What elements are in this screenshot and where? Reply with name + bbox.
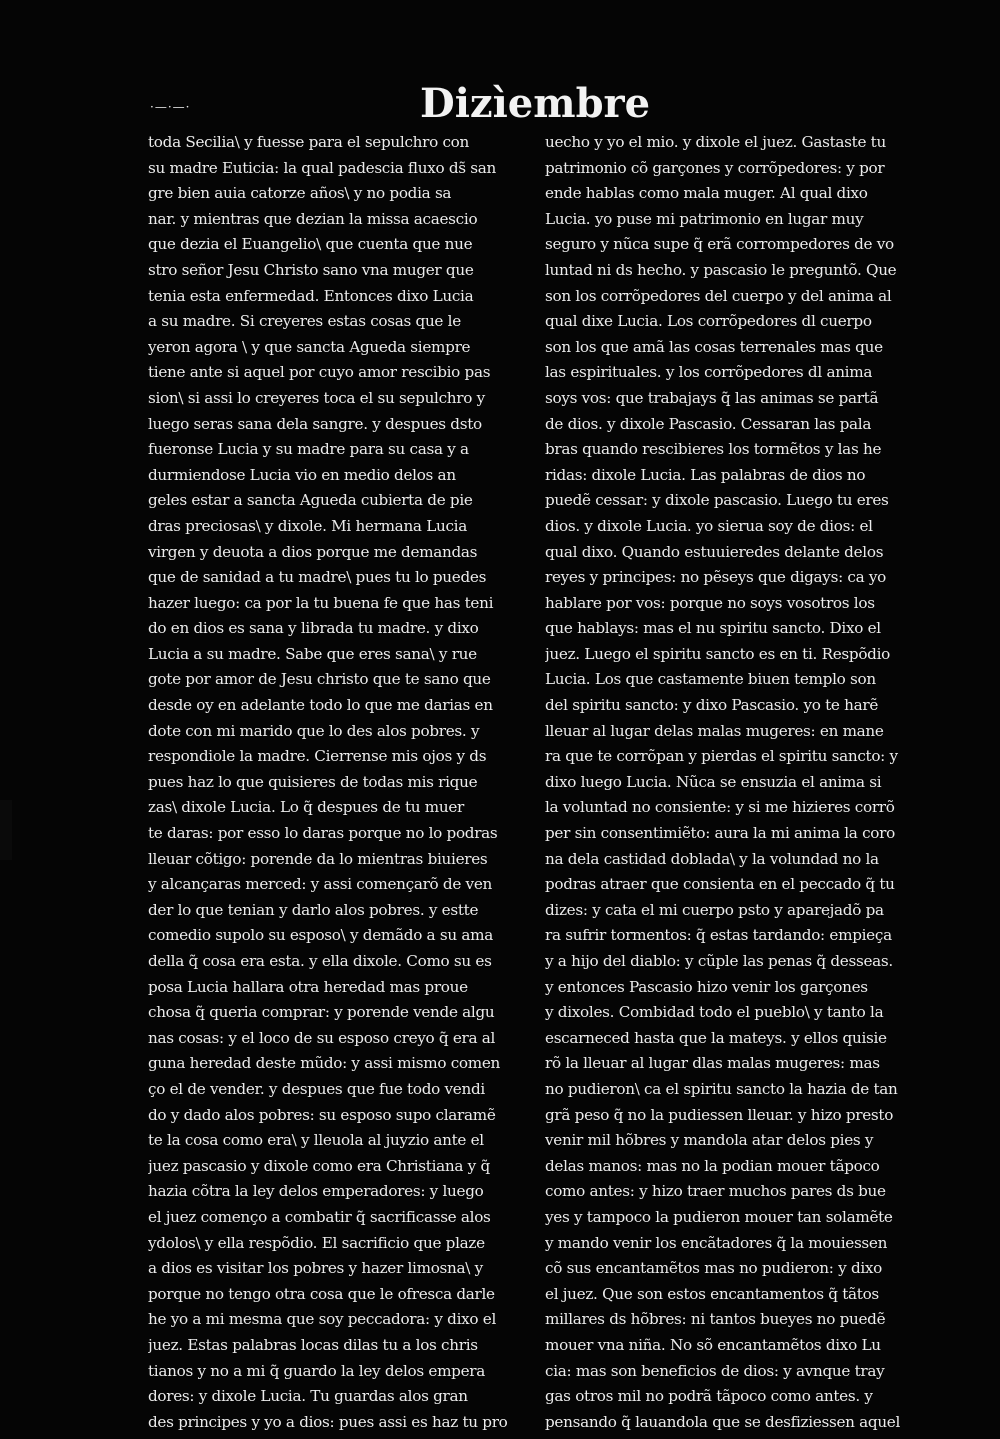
- text-line: venir mil hõbres y mandola atar delos pies y: [545, 1131, 874, 1150]
- text-line: do y dado alos pobres: su esposo supo claramẽ: [148, 1105, 496, 1124]
- text-line: y alcançaras merced: y assi començarõ de ven: [148, 875, 493, 894]
- text-line: geles estar a sancta Agueda cubierta de pie: [148, 491, 473, 510]
- text-line: grã peso q̃ no la pudiessen lleuar. y hizo presto: [545, 1105, 894, 1124]
- text-line: della q̃ cosa era esta. y ella dixole. Como su es: [148, 952, 492, 970]
- text-line: hazia cõtra la ley delos emperadores: y luego: [148, 1182, 484, 1201]
- text-line: que dezia el Euangelio\ que cuenta que nue: [148, 235, 473, 254]
- text-line: uecho y yo el mio. y dixole el juez. Gastaste tu: [545, 133, 886, 151]
- text-line: juez. Estas palabras locas dilas tu a los chris: [148, 1335, 478, 1354]
- text-line: yes y tampoco la pudieron mouer tan solamẽte: [545, 1207, 893, 1226]
- left-text-column: [148, 130, 538, 1435]
- text-line: ra que te corrõpan y pierdas el spiritu sancto: y: [545, 747, 898, 766]
- text-line: durmiendose Lucia vio en medio delos an: [148, 465, 456, 484]
- text-line: las espirituales. y los corrõpedores dl anima: [545, 363, 873, 382]
- header-ornament: ·—·—·: [150, 100, 191, 114]
- text-line: pues haz lo que quisieres de todas mis rique: [148, 772, 478, 791]
- text-line: son los corrõpedores del cuerpo y del anima al: [545, 286, 892, 305]
- text-line: Lucia. yo puse mi patrimonio en lugar muy: [545, 209, 864, 228]
- text-line: virgen y deuota a dios porque me demandas: [148, 542, 478, 561]
- text-line: reyes y principes: no pẽseys que digays: ca yo: [545, 568, 887, 587]
- text-line: delas manos: mas no la podian mouer tãpoco: [545, 1156, 880, 1175]
- text-line: son los que amã las cosas terrenales mas que: [545, 337, 883, 356]
- text-line: lleuar cõtigo: porende da lo mientras biuieres: [148, 849, 488, 868]
- text-line: hazer luego: ca por la tu buena fe que has teni: [148, 593, 494, 612]
- text-line: respondiole la madre. Cierrense mis ojos y ds: [148, 747, 487, 766]
- text-line: nas cosas: y el loco de su esposo creyo q̃ era al: [148, 1028, 496, 1047]
- text-line: escarneced hasta que la mateys. y ellos quisie: [545, 1028, 887, 1047]
- text-line: hablare por vos: porque no soys vosotros los: [545, 593, 875, 612]
- text-line: y a hijo del diablo: y cũple las penas q̃ desseas.: [545, 952, 893, 970]
- text-line: chosa q̃ queria comprar: y porende vende algu: [148, 1003, 495, 1022]
- text-line: na dela castidad doblada\ y la volundad no la: [545, 849, 879, 868]
- text-line: cõ sus encantamẽtos mas no pudieron: y dixo: [545, 1259, 883, 1278]
- text-line: de dios. y dixole Pascasio. Cessaran las pala: [545, 414, 872, 433]
- text-line: per sin consentimiẽto: aura la mi anima la coro: [545, 824, 895, 843]
- text-line: zas\ dixole Lucia. Lo q̃ despues de tu muer: [148, 798, 465, 817]
- text-line: guna heredad deste mũdo: y assi mismo comen: [148, 1054, 501, 1073]
- text-line: patrimonio cõ garçones y corrõpedores: y por: [545, 158, 885, 177]
- text-line: comedio supolo su esposo\ y demãdo a su ama: [148, 926, 493, 945]
- text-line: gas otros mil no podrã tãpoco como antes. y: [545, 1387, 873, 1406]
- text-line: y dixoles. Combidad todo el pueblo\ y tanto la: [545, 1003, 884, 1022]
- text-line: dras preciosas\ y dixole. Mi hermana Lucia: [148, 516, 467, 535]
- text-line: nar. y mientras que dezian la missa acaescio: [148, 209, 478, 228]
- text-line: sion\ si assi lo creyeres toca el su sepulchro y: [148, 388, 485, 407]
- text-line: mouer vna niña. No sõ encantamẽtos dixo Lu: [545, 1335, 881, 1354]
- text-line: te la cosa como era\ y lleuola al juyzio ante el: [148, 1131, 484, 1150]
- text-line: puedẽ cessar: y dixole pascasio. Luego tu eres: [545, 491, 889, 510]
- text-line: dizes: y cata el mi cuerpo psto y aparejadõ pa: [545, 900, 884, 919]
- text-line: dios. y dixole Lucia. yo sierua soy de dios: el: [545, 516, 873, 535]
- text-line: der lo que tenian y darlo alos pobres. y estte: [148, 900, 479, 919]
- text-line: ço el de vender. y despues que fue todo vendi: [148, 1079, 485, 1098]
- text-line: rõ la lleuar al lugar dlas malas mugeres: mas: [545, 1054, 880, 1073]
- text-line: millares ds hõbres: ni tantos bueyes no puedẽ: [545, 1310, 886, 1329]
- text-line: Lucia. Los que castamente biuen templo son: [545, 670, 876, 689]
- text-line: bras quando rescibieres los tormẽtos y las he: [545, 440, 882, 459]
- text-line: do en dios es sana y librada tu madre. y dixo: [148, 619, 479, 638]
- text-line: como antes: y hizo traer muchos pares ds bue: [545, 1182, 886, 1201]
- text-line: pensando q̃ lauandola que se desfiziessen aquel: [545, 1412, 901, 1431]
- text-line: que de sanidad a tu madre\ pues tu lo puedes: [148, 568, 487, 587]
- text-line: luego seras sana dela sangre. y despues dsto: [148, 414, 482, 433]
- text-line: stro señor Jesu Christo sano vna muger que: [148, 260, 474, 279]
- text-line: posa Lucia hallara otra heredad mas proue: [148, 977, 468, 996]
- text-line: no pudieron\ ca el spiritu sancto la hazia de tan: [545, 1079, 898, 1098]
- running-head: Dizìembre: [420, 80, 651, 127]
- text-line: gre bien auia catorze años\ y no podia sa: [148, 184, 452, 203]
- text-line: tianos y no a mi q̃ guardo la ley delos empera: [148, 1361, 485, 1380]
- text-line: ra sufrir tormentos: q̃ estas tardando: empieça: [545, 926, 892, 945]
- text-line: podras atraer que consienta en el peccado q̃ tu: [545, 875, 895, 894]
- text-line: el juez. Que son estos encantamentos q̃ tãtos: [545, 1284, 879, 1303]
- text-line: yeron agora \ y que sancta Agueda siempre: [148, 337, 471, 356]
- text-line: toda Secilia\ y fuesse para el sepulchro con: [148, 133, 470, 151]
- text-line: fueronse Lucia y su madre para su casa y a: [148, 440, 469, 459]
- text-line: des principes y yo a dios: pues assi es haz tu pro: [148, 1412, 508, 1431]
- text-line: soys vos: que trabajays q̃ las animas se partã: [545, 388, 879, 407]
- text-line: porque no tengo otra cosa que le ofresca darle: [148, 1284, 495, 1303]
- text-line: seguro y nũca supe q̃ erã corrompedores de vo: [545, 235, 894, 254]
- text-line: desde oy en adelante todo lo que me darias en: [148, 696, 493, 715]
- page-edge: [0, 800, 12, 860]
- text-line: a dios es visitar los pobres y hazer limosna\ y: [148, 1259, 483, 1278]
- text-line: dixo luego Lucia. Nũca se ensuzia el anima si: [545, 772, 882, 791]
- text-line: qual dixo. Quando estuuieredes delante delos: [545, 542, 884, 561]
- text-line: y entonces Pascasio hizo venir los garçones: [545, 977, 868, 996]
- text-line: qual dixe Lucia. Los corrõpedores dl cuerpo: [545, 312, 872, 331]
- text-line: he yo a mi mesma que soy peccadora: y dixo el: [148, 1310, 497, 1329]
- text-line: su madre Euticia: la qual padescia fluxo ds̃ san: [148, 158, 497, 177]
- text-line: dote con mi marido que lo des alos pobres. y: [148, 721, 480, 740]
- text-line: el juez començo a combatir q̃ sacrificasse alos: [148, 1207, 491, 1226]
- text-line: juez pascasio y dixole como era Christiana y q̃: [148, 1156, 490, 1175]
- text-line: lleuar al lugar delas malas mugeres: en mane: [545, 721, 884, 740]
- text-line: tiene ante si aquel por cuyo amor rescibio pas: [148, 363, 491, 382]
- text-line: gote por amor de Jesu christo que te sano que: [148, 670, 491, 689]
- text-line: la voluntad no consiente: y si me hizieres corrõ: [545, 798, 895, 817]
- text-line: te daras: por esso lo daras porque no lo podras: [148, 824, 498, 843]
- text-line: a su madre. Si creyeres estas cosas que le: [148, 312, 461, 331]
- text-line: ende hablas como mala muger. Al qual dixo: [545, 184, 868, 203]
- text-line: tenia esta enfermedad. Entonces dixo Lucia: [148, 286, 474, 305]
- text-line: ridas: dixole Lucia. Las palabras de dios no: [545, 465, 866, 484]
- text-line: dores: y dixole Lucia. Tu guardas alos gran: [148, 1387, 468, 1406]
- text-line: cia: mas son beneficios de dios: y avnque tray: [545, 1361, 885, 1380]
- right-text-column: [545, 130, 935, 1435]
- text-line: juez. Luego el spiritu sancto es en ti. Respõdio: [545, 644, 890, 663]
- text-line: luntad ni ds hecho. y pascasio le preguntõ. Que: [545, 260, 897, 279]
- text-line: y mando venir los encãtadores q̃ la mouiessen: [545, 1233, 888, 1252]
- text-line: que hablays: mas el nu spiritu sancto. Dixo el: [545, 619, 881, 638]
- text-line: Lucia a su madre. Sabe que eres sana\ y rue: [148, 644, 477, 663]
- text-line: del spiritu sancto: y dixo Pascasio. yo te harẽ: [545, 696, 879, 715]
- text-line: ydolos\ y ella respõdio. El sacrificio que plaze: [148, 1233, 485, 1252]
